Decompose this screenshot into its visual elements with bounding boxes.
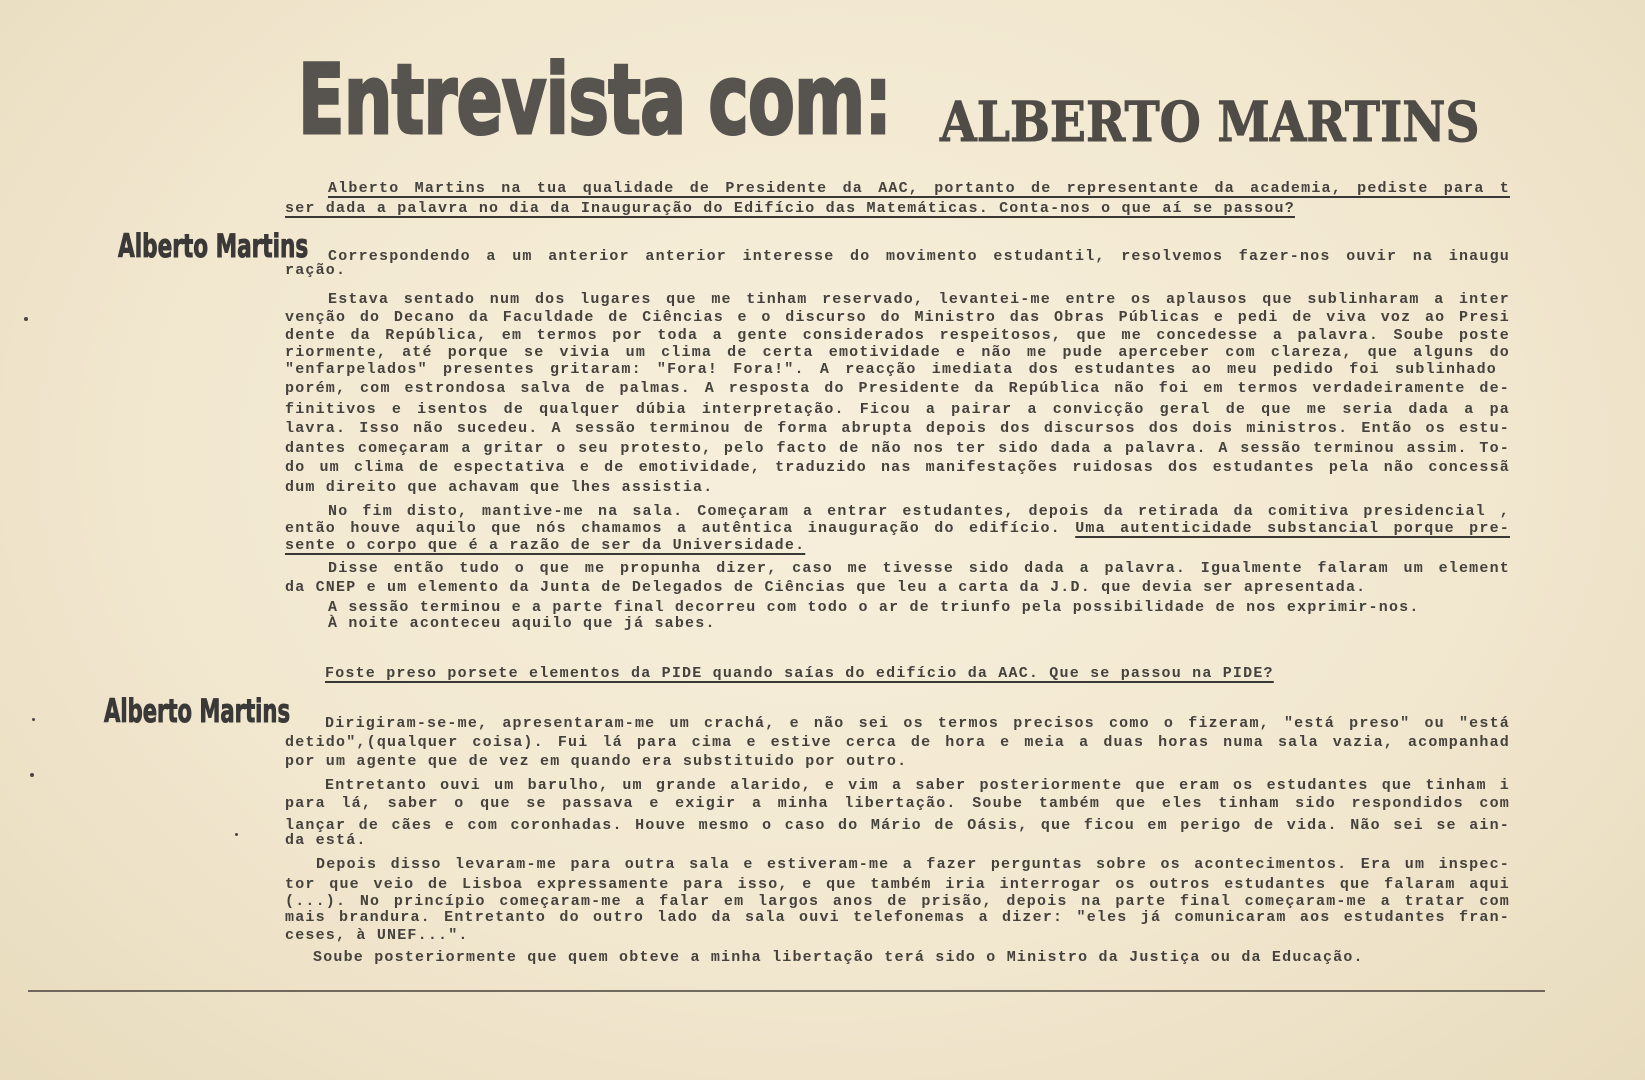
answer-line-text: então houve aquilo que nós chamamos a autêntica inauguração do edifício. [285, 520, 1076, 537]
speaker-label: Alberto Martins [118, 227, 309, 265]
answer-line: dum direito que achavam que lhes assistia. [285, 479, 714, 496]
answer-line: porém, com estrondosa salva de palmas. A resposta do Presidente da República não foi em termos verdadeiramente de- [285, 380, 1510, 397]
answer-line: Disse então tudo o que me propunha dizer, caso me tivesse sido dada a palavra. Igualmente falaram um element [328, 560, 1510, 577]
answer-line: ceses, à UNEF...". [285, 927, 469, 944]
answer-line: Dirigiram-se-me, apresentaram-me um crachá, e não sei os termos precisos como o fizeram, "está preso" ou "está [325, 715, 1510, 732]
answer-line: lançar de cães e com coronhadas. Houve mesmo o caso do Mário de Oásis, que ficou em perigo de vida. Não sei se ain- [285, 817, 1510, 834]
title-name: ALBERTO MARTINS [940, 89, 1480, 154]
underlined-passage: sente o corpo que é a razão de ser da Universidade. [285, 537, 806, 554]
answer-line: detido",(qualquer coisa). Fui lá para cima e estive cerca de hora e meia a duas horas numa sala vazia, acompanhad [285, 734, 1510, 751]
answer-line: venção do Decano da Faculdade de Ciências e o discurso do Ministro das Obras Públicas e pedi de viva voz ao Presi [285, 309, 1510, 326]
answer-line: lavra. Isso não sucedeu. A sessão terminou de forma abrupta depois dos discursos dos dois ministros. Então os estu- [285, 420, 1510, 437]
answer-line: No fim disto, mantive-me na sala. Começaram a entrar estudantes, depois da retirada da comitiva presidencial , [328, 503, 1510, 520]
title-main: Entrevista com: [298, 44, 892, 156]
answer-line: ração. [285, 262, 347, 279]
answer-line: da CNEP e um elemento da Junta de Delegados de Ciências que leu a carta da J.D. que devia ser apresentada. [285, 579, 1367, 596]
question-line: ser dada a palavra no dia da Inauguração do Edifício das Matemáticas. Conta-nos o que aí se passou? [285, 200, 1295, 217]
answer-line: riormente, até porque se vivia um clima de certa emotividade e não me pude aperceber com clareza, que alguns do [285, 344, 1510, 361]
answer-line: por um agente que de vez em quando era substituido por outro. [285, 753, 908, 770]
answer-line: mais brandura. Entretanto do outro lado da sala ouvi telefonemas a dizer: "eles já comunicaram aos estudantes fran- [285, 909, 1510, 926]
question-line: Foste preso porsete elementos da PIDE quando saías do edifício da AAC. Que se passou na PIDE? [325, 665, 1274, 682]
answer-line: A sessão terminou e a parte final decorreu com todo o ar de triunfo pela possibilidade de nos exprimir-nos. [328, 599, 1420, 616]
ink-spot [32, 718, 35, 721]
ink-spot [24, 317, 28, 321]
answer-line: para lá, saber o que se passava e exigir a minha libertação. Soube também que eles tinham sido respondidos com [285, 795, 1510, 812]
answer-line: dantes começaram a gritar o seu protesto, pelo facto de não nos ter sido dada a palavra. A sessão terminou assim. To- [285, 440, 1510, 457]
answer-line: dente da República, em termos por toda a gente considerados respeitosos, que me concedesse a palavra. Soube poste [285, 327, 1510, 344]
ink-spot [235, 833, 238, 836]
ink-spot [30, 773, 34, 777]
answer-line: Correspondendo a um anterior anterior interesse do movimento estudantil, resolvemos fazer-nos ouvir na inaugu [328, 248, 1510, 265]
answer-line: Entretanto ouvi um barulho, um grande alarido, e vim a saber posteriormente que eram os estudantes que tinham i [325, 777, 1510, 794]
answer-line: Depois disso levaram-me para outra sala e estiveram-me a fazer perguntas sobre os acontecimentos. Era um inspec- [316, 856, 1510, 873]
answer-line: do um clima de espectativa e de emotividade, traduzido nas manifestações ruidosas dos estudantes pela não concessã [285, 459, 1510, 476]
answer-line: da está. [285, 832, 367, 849]
speaker-label: Alberto Martins [104, 692, 291, 730]
answer-line: Soube posteriormente que quem obteve a minha libertação terá sido o Ministro da Justiça ou da Educação. [313, 949, 1364, 966]
answer-line: Estava sentado num dos lugares que me tinham reservado, levantei-me entre os aplausos que sublinharam a inter [328, 291, 1510, 308]
bottom-rule [28, 990, 1545, 992]
answer-line: (...). No princípio começaram-me a falar em largos anos de prisão, depois na parte final começaram-me a tratar com [285, 893, 1510, 910]
answer-line: tor que veio de Lisboa expressamente para isso, e que também iria interrogar os outros estudantes que falaram aqui [285, 876, 1510, 893]
underlined-passage: Uma autenticidade substancial porque pre- [1075, 520, 1510, 537]
answer-line: "enfarpelados" presentes gritaram: "Fora! Fora!". A reacção imediata dos estudantes ao meu pedido foi sublinhado [285, 361, 1497, 378]
answer-line: finitivos e isentos de qualquer dúbia interpretação. Ficou a pairar a convicção geral de que me seria dada a pa [285, 401, 1510, 418]
question-line: Alberto Martins na tua qualidade de Presidente da AAC, portanto de representante da academia, pediste para t [328, 180, 1510, 197]
answer-line: À noite aconteceu aquilo que já sabes. [328, 615, 716, 632]
